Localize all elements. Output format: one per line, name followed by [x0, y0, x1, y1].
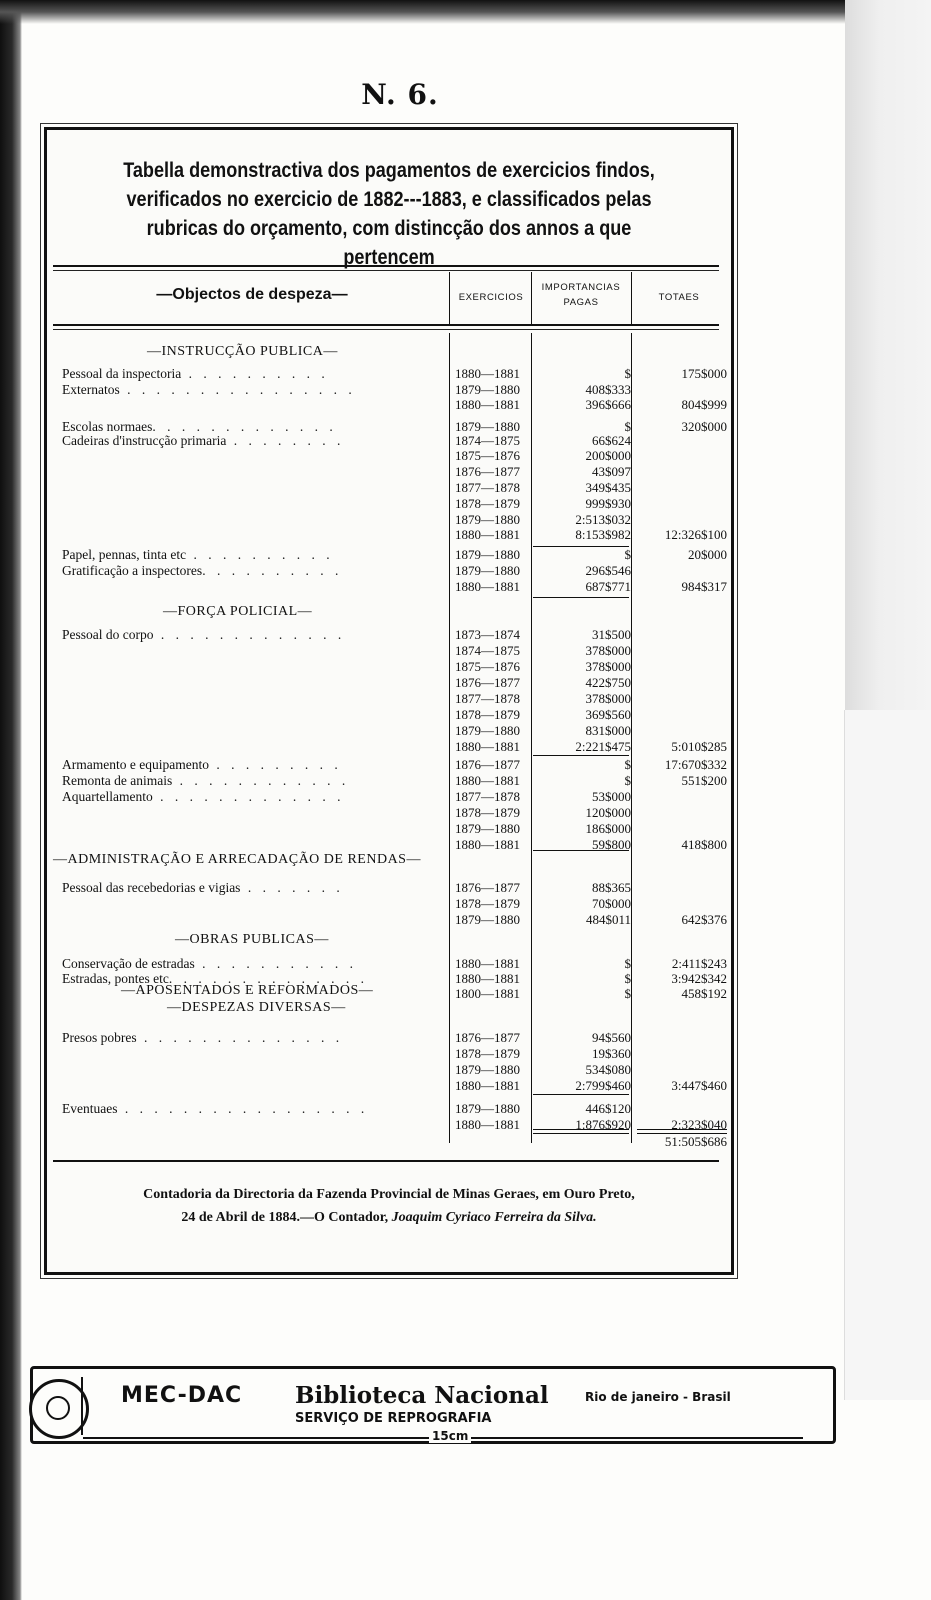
cell-imp: 31$500	[592, 627, 631, 642]
cell-ex: 1879—1880	[455, 563, 520, 578]
cell-tot: 804$999	[681, 397, 727, 412]
section-forca: —FORÇA POLICIAL—	[163, 604, 313, 619]
stamp-scale-label: 15cm	[429, 1429, 471, 1443]
rule-imp-7	[533, 1133, 629, 1134]
col-divider-2	[531, 333, 532, 1143]
header-divider-1	[449, 272, 450, 324]
desc-estradas: Estradas, pontes etc. . . . . . . . . . . . . .	[62, 971, 368, 986]
cell-ex: 1880—1881	[455, 366, 520, 381]
cell-ex: 1879—1880	[455, 1062, 520, 1077]
desc-gratificacao: Gratificação a inspectores. . . . . . . . . .	[62, 563, 343, 578]
cell-ex: 1880—1881	[455, 971, 520, 986]
cell-ex: 1880—1881	[455, 397, 520, 412]
cell-ex: 1878—1879	[455, 896, 520, 911]
cell-ex: 1879—1880	[455, 512, 520, 527]
footer-signature: Joaquim Cyriaco Ferreira da Silva.	[391, 1210, 597, 1225]
cell-imp: 408$333	[585, 382, 631, 397]
cell-ex: 1873—1874	[455, 627, 520, 642]
cell-imp: 396$666	[585, 397, 631, 412]
rule-imp-5	[533, 1094, 629, 1095]
desc-escolas-normaes: Escolas normaes. . . . . . . . . . . . .	[62, 419, 337, 434]
cell-imp: 70$000	[592, 896, 631, 911]
rule-top	[53, 265, 719, 267]
rule-imp-1	[533, 546, 629, 547]
cell-imp: 999$930	[585, 496, 631, 511]
cell-tot: 2:323$040	[671, 1117, 727, 1132]
page-edge	[845, 0, 931, 710]
cell-ex: 1880—1881	[455, 739, 520, 754]
footer-line-1: Contadoria da Directoria da Fazenda Provincial de Minas Geraes, em Ouro Preto,	[143, 1187, 635, 1202]
cell-ex: 1880—1881	[455, 837, 520, 852]
cell-imp: $	[624, 986, 631, 1001]
stamp-circle-icon	[29, 1379, 89, 1439]
cell-ex: 1880—1881	[455, 956, 520, 971]
cell-ex: 1878—1879	[455, 707, 520, 722]
rule-imp-4	[533, 850, 629, 851]
cell-imp: 66$624	[592, 433, 631, 448]
cell-ex: 1874—1875	[455, 433, 520, 448]
cell-tot: 320$000	[681, 419, 727, 434]
cell-ex: 1877—1878	[455, 691, 520, 706]
cell-tot: 5:010$285	[671, 739, 727, 754]
section-despezas: —DESPEZAS DIVERSAS—	[167, 1000, 346, 1015]
cell-ex: 1879—1880	[455, 382, 520, 397]
cell-ex: 1880—1881	[455, 579, 520, 594]
cell-imp: 2:221$475	[575, 739, 631, 754]
cell-ex: 1878—1879	[455, 805, 520, 820]
library-stamp	[30, 1366, 836, 1444]
rule-footer	[53, 1160, 719, 1162]
rule-header-bottom	[53, 324, 719, 326]
cell-imp: 378$000	[585, 659, 631, 674]
cell-imp: $	[624, 366, 631, 381]
section-aposentados: —APOSENTADOS E REFORMADOS—	[121, 983, 374, 998]
cell-ex: 1879—1880	[455, 419, 520, 434]
cell-imp: 19$360	[592, 1046, 631, 1061]
cell-ex: 1878—1879	[455, 496, 520, 511]
desc-remonta: Remonta de animais . . . . . . . . . . . .	[62, 773, 350, 788]
stamp-inner-circle	[46, 1396, 70, 1420]
cell-imp: 687$771	[585, 579, 631, 594]
desc-eventuaes: Eventuaes . . . . . . . . . . . . . . . . .	[62, 1101, 369, 1116]
desc-armamento: Armamento e equipamento . . . . . . . . .	[62, 757, 342, 772]
cell-tot: 17:670$332	[664, 757, 727, 772]
section-administracao: —ADMINISTRAÇÃO E ARRECADAÇÃO DE RENDAS—	[53, 852, 421, 867]
cell-imp: 349$435	[585, 480, 631, 495]
cell-ex: 1879—1880	[455, 547, 520, 562]
cell-imp: $	[624, 419, 631, 434]
section-obras: —OBRAS PUBLICAS—	[175, 932, 329, 947]
cell-ex: 1877—1878	[455, 789, 520, 804]
cell-ex: 1879—1880	[455, 821, 520, 836]
desc-conservacao: Conservação de estradas . . . . . . . . . . .	[62, 956, 357, 971]
header-pagas: PAGAS	[563, 297, 599, 308]
rule-top-thin	[53, 270, 719, 271]
rule-header-bottom-thin	[53, 329, 719, 330]
cell-imp: 446$120	[585, 1101, 631, 1116]
cell-ex: 1874—1875	[455, 643, 520, 658]
cell-imp: 94$560	[592, 1030, 631, 1045]
cell-imp: $	[624, 757, 631, 772]
cell-ex: 1880—1881	[455, 1117, 520, 1132]
cell-ex: 1879—1880	[455, 912, 520, 927]
stamp-divider	[81, 1377, 83, 1435]
scan-shadow-top	[0, 0, 931, 24]
desc-pessoal-corpo: Pessoal do corpo . . . . . . . . . . . . .	[62, 627, 346, 642]
cell-imp: 186$000	[585, 821, 631, 836]
cell-imp: $	[624, 971, 631, 986]
cell-ex: 1880—1881	[455, 773, 520, 788]
cell-imp: 378$000	[585, 643, 631, 658]
cell-tot: 3:447$460	[671, 1078, 727, 1093]
cell-imp: $	[624, 773, 631, 788]
cell-imp: 2:513$032	[575, 512, 631, 527]
cell-tot: 175$000	[681, 366, 727, 381]
cell-ex: 1875—1876	[455, 659, 520, 674]
header-totaes: TOTAES	[658, 292, 700, 303]
cell-imp: 200$000	[585, 448, 631, 463]
cell-tot: 642$376	[681, 912, 727, 927]
cell-ex: 1800—1881	[455, 986, 520, 1001]
cell-ex: 1877—1878	[455, 480, 520, 495]
header-exercicios: EXERCICIOS	[458, 292, 524, 303]
cell-tot: 12:326$100	[664, 527, 727, 542]
header-importancias: IMPORTANCIAS	[541, 282, 621, 293]
cell-ex: 1876—1877	[455, 880, 520, 895]
desc-pessoal-inspectoria: Pessoal da inspectoria . . . . . . . . . .	[62, 366, 329, 381]
desc-pessoal-recebedorias: Pessoal das recebedorias e vigias . . . . . . .	[62, 880, 344, 895]
table-frame	[44, 127, 734, 1275]
cell-tot: 458$192	[681, 986, 727, 1001]
cell-tot: 418$800	[681, 837, 727, 852]
header-objectos: —Objectos de despeza—	[156, 286, 348, 303]
desc-aquartellamento: Aquartellamento . . . . . . . . . . . . .	[62, 789, 345, 804]
rule-imp-3	[533, 755, 629, 756]
rule-tot-1	[637, 1129, 727, 1130]
rule-imp-2	[533, 597, 629, 598]
section-instruccao: —INSTRUCÇÃO PUBLICA—	[147, 344, 338, 359]
cell-imp: 43$097	[592, 464, 631, 479]
cell-tot: 551$200	[681, 773, 727, 788]
cell-ex: 1876—1877	[455, 757, 520, 772]
footer-line-2: 24 de Abril de 1884.—O Contador, Joaquim Cyriaco Ferreira da Silva.	[181, 1210, 597, 1225]
cell-imp: 296$546	[585, 563, 631, 578]
page-edge-lower	[844, 710, 931, 1400]
cell-ex: 1880—1881	[455, 1078, 520, 1093]
table-title: Tabella demonstractiva dos pagamentos de exercicios findos, verificados no exercicio de 1882---1883, e classificados pelas rubricas do orçamento, com distincção dos annos a que pertencem	[123, 159, 655, 269]
cell-imp: $	[624, 547, 631, 562]
footer-note	[67, 1183, 711, 1229]
cell-imp: $	[624, 956, 631, 971]
cell-ex: 1879—1880	[455, 723, 520, 738]
stamp-mec: MEC-DAC	[121, 1383, 243, 1408]
desc-papel: Papel, pennas, tinta etc . . . . . . . . . .	[62, 547, 334, 562]
cell-ex: 1876—1877	[455, 464, 520, 479]
cell-imp: 369$560	[585, 707, 631, 722]
cell-ex: 1880—1881	[455, 527, 520, 542]
cell-tot: 20$000	[688, 547, 727, 562]
cell-imp: 484$011	[585, 912, 631, 927]
cell-tot: 2:411$243	[671, 956, 727, 971]
cell-imp: 2:799$460	[575, 1078, 631, 1093]
stamp-rio: Rio de janeiro - Brasil	[585, 1390, 731, 1404]
cell-imp: 378$000	[585, 691, 631, 706]
cell-ex: 1876—1877	[455, 675, 520, 690]
col-divider-3	[631, 333, 632, 1143]
page-number: N. 6.	[361, 78, 439, 111]
desc-externatos: Externatos . . . . . . . . . . . . . . . .	[62, 382, 356, 397]
rule-imp-6	[533, 1129, 629, 1130]
cell-imp: 59$800	[592, 837, 631, 852]
scan-shadow-left	[0, 0, 22, 1600]
cell-ex: 1876—1877	[455, 1030, 520, 1045]
cell-ex: 1879—1880	[455, 1101, 520, 1116]
cell-imp: 534$080	[585, 1062, 631, 1077]
cell-imp: 831$000	[585, 723, 631, 738]
cell-imp: 53$000	[592, 789, 631, 804]
grand-total: 51:505$686	[664, 1134, 727, 1149]
cell-imp: 120$000	[585, 805, 631, 820]
cell-imp: 88$365	[592, 880, 631, 895]
cell-tot: 3:942$342	[671, 971, 727, 986]
stamp-biblioteca: Biblioteca Nacional	[295, 1382, 549, 1409]
cell-ex: 1875—1876	[455, 448, 520, 463]
cell-tot: 984$317	[681, 579, 727, 594]
cell-ex: 1878—1879	[455, 1046, 520, 1061]
desc-presos: Presos pobres . . . . . . . . . . . . . .	[62, 1030, 344, 1045]
desc-cadeiras: Cadeiras d'instrucção primaria . . . . . . . .	[62, 433, 345, 448]
cell-imp: 422$750	[585, 675, 631, 690]
cell-imp: 1:876$920	[575, 1117, 631, 1132]
col-divider-1	[449, 333, 450, 1143]
stamp-servico: SERVIÇO DE REPROGRAFIA	[295, 1411, 492, 1426]
cell-imp: 8:153$982	[575, 527, 631, 542]
